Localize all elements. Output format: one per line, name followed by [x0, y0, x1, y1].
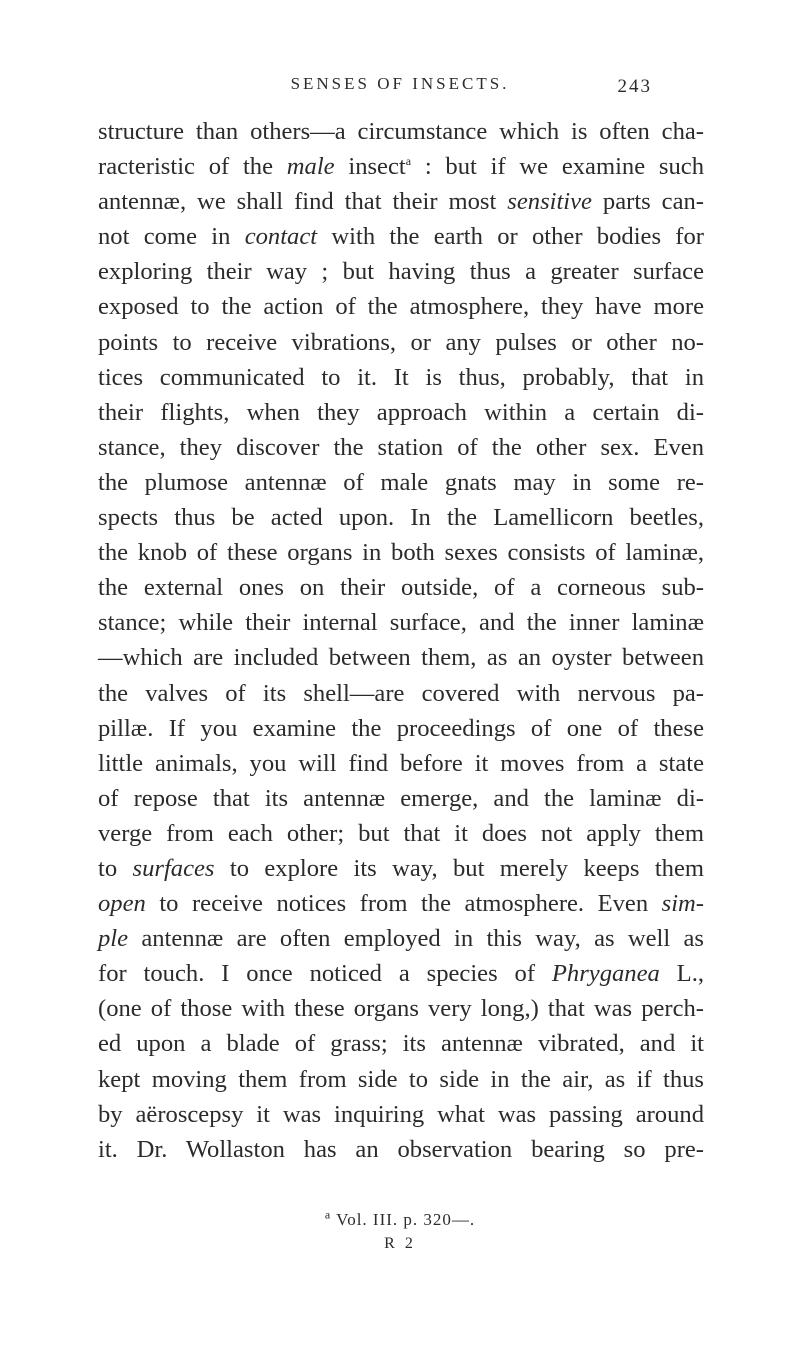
- text-line: open to receive notices from the atmosphere. Even sim-: [98, 890, 704, 918]
- text-line: racteristic of the male insect$^a$ : but if we examine such: [98, 153, 704, 181]
- text-line: ed upon a blade of grass; its antennæ vibrated, and it: [98, 1030, 704, 1058]
- text-line: stance; while their internal surface, and the inner laminæ: [98, 609, 704, 637]
- text-line: the knob of these organs in both sexes consists of laminæ,: [98, 539, 704, 567]
- text-line: the external ones on their outside, of a corneous sub-: [98, 574, 704, 602]
- text-line: exploring their way ; but having thus a greater surface: [98, 258, 704, 286]
- page-number: 243: [617, 76, 652, 97]
- text-line: kept moving them from side to side in the air, as if thus: [98, 1065, 704, 1093]
- running-title: SENSES OF INSECTS.: [290, 74, 510, 93]
- text-line: of repose that its antennæ emerge, and the laminæ di-: [98, 784, 704, 812]
- signature-mark: R 2: [384, 1235, 416, 1252]
- text-line: not come in contact with the earth or other bodies for: [98, 223, 704, 251]
- text-line: structure than others—a circumstance which is often cha-: [98, 118, 704, 145]
- text-line: exposed to the action of the atmosphere, they have more: [98, 293, 704, 321]
- text-line: pillæ. If you examine the proceedings of one of these: [98, 714, 704, 742]
- text-line: ple antennæ are often employed in this way, as well as: [98, 925, 704, 953]
- footnote: [0, 1207, 800, 1230]
- footnote-mark: a: [405, 153, 412, 168]
- footnote-mark: a: [324, 1207, 332, 1222]
- text-line: to surfaces to explore its way, but merely keeps them: [98, 854, 704, 882]
- text-line: points to receive vibrations, or any pulses or other no-: [98, 328, 704, 356]
- text-line: (one of those with these organs very long,) that was perch-: [98, 995, 704, 1023]
- text-line: —which are included between them, as an oyster between: [98, 644, 704, 672]
- text-line: tices communicated to it. It is thus, probably, that in: [98, 363, 704, 391]
- text-line: spects thus be acted upon. In the Lamellicorn beetles,: [98, 504, 704, 532]
- footnote-text: Vol. III. p. 320—.: [336, 1210, 476, 1229]
- running-head: [0, 74, 800, 104]
- text-line: verge from each other; but that it does not apply them: [98, 819, 704, 847]
- text-line: by aëroscepsy it was inquiring what was passing around: [98, 1100, 704, 1128]
- text-line: for touch. I once noticed a species of Phryganea L.,: [98, 960, 705, 988]
- text-line: antennæ, we shall find that their most sensitive parts can-: [98, 188, 704, 216]
- body-text: [98, 114, 704, 1167]
- text-line: their flights, when they approach within a certain di-: [98, 398, 704, 426]
- text-line: stance, they discover the station of the other sex. Even: [98, 433, 704, 461]
- text-line: it. Dr. Wollaston has an observation bearing so pre-: [98, 1135, 704, 1163]
- text-line: little animals, you will find before it moves from a state: [98, 749, 704, 777]
- text-line: the valves of its shell—are covered with nervous pa-: [98, 679, 704, 707]
- text-line: the plumose antennæ of male gnats may in some re-: [98, 468, 704, 496]
